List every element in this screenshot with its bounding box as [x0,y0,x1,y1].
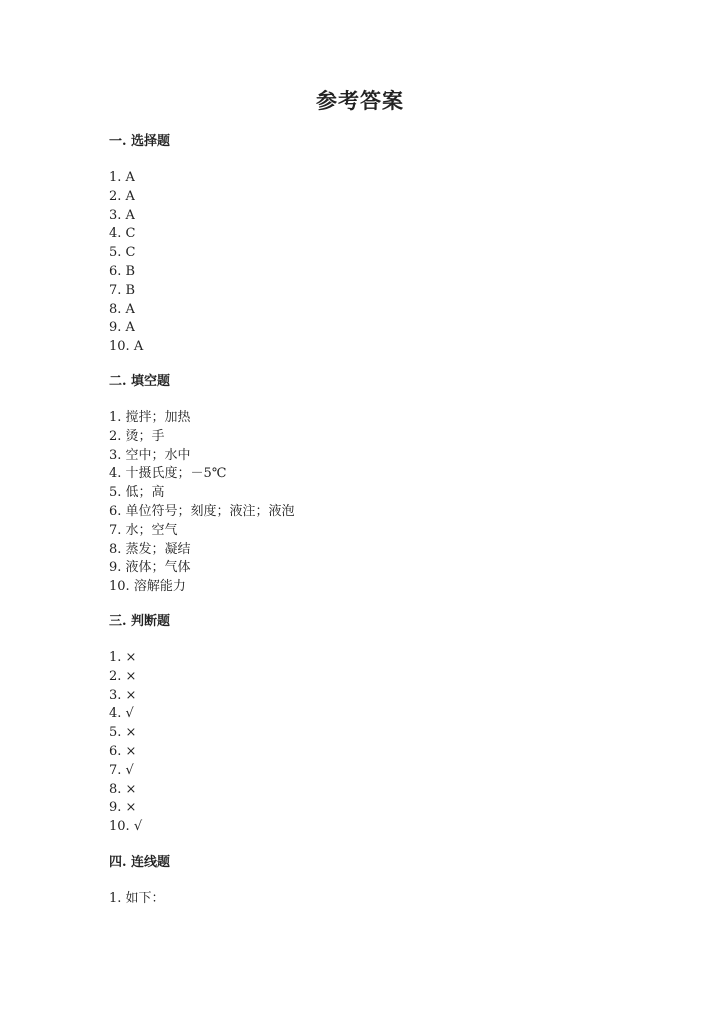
list-item [109,225,143,244]
item-number: 2. [109,668,122,684]
item-number: 6. [109,263,122,279]
item-number: 5. [109,485,122,501]
item-number: 4. [109,706,122,722]
list-item [109,207,143,226]
list-item [109,687,142,706]
list-item [109,522,295,541]
item-answer: 水；空气 [125,522,178,538]
item-answer: 空中；水中 [125,447,191,463]
item-answer: A [125,207,135,223]
item-answer: A [133,339,144,355]
item-number: 1. [109,891,122,906]
item-answer: C [125,245,136,261]
list-item [109,263,143,282]
item-number: 1. [109,650,122,665]
item-answer: × [125,743,137,759]
item-answer: × [125,668,137,684]
list-item [109,447,295,466]
section-heading-true-false: 三. 判断题 [109,614,171,629]
item-answer: √ [125,762,134,778]
item-answer: B [125,282,136,298]
item-answer: 低；高 [125,485,165,501]
list-item [109,465,295,484]
item-number: 2. [109,188,122,204]
item-number: 8. [109,541,122,557]
item-number: 1. [109,410,122,425]
item-number: 4. [109,226,122,242]
list-item [109,541,295,560]
list-item [109,668,142,687]
list-item [109,743,142,762]
item-number: 9. [109,800,122,816]
item-answer: A [125,170,135,185]
item-answer: × [125,650,137,665]
item-answer: C [125,226,136,242]
item-number: 7. [109,522,122,538]
item-number: 3. [109,207,122,223]
item-answer: 十摄氏度；－5℃ [125,466,227,482]
list-item [109,244,143,263]
list-item [109,301,143,320]
item-answer: √ [125,706,134,722]
item-answer: × [125,725,137,741]
list-item [109,890,165,909]
section-heading-fill-in-blank: 二. 填空题 [109,374,171,389]
item-answer: A [125,320,135,336]
list-item [109,503,295,522]
section-heading-multiple-choice: 一. 选择题 [109,134,171,149]
list-item [109,338,143,357]
item-number: 2. [109,428,122,444]
item-number: 7. [109,762,122,778]
list-item [109,799,142,818]
item-answer: 液体；气体 [125,560,191,576]
list-item [109,724,142,743]
item-answer: B [125,263,136,279]
item-number: 7. [109,282,122,298]
item-answer: A [125,301,135,317]
list-item [109,578,295,597]
item-number: 9. [109,560,122,576]
item-answer: 搅拌；加热 [125,410,191,425]
item-number: 5. [109,725,122,741]
list-item [109,705,142,724]
item-answer: × [125,781,137,797]
item-answer: √ [133,819,143,835]
list-item [109,319,143,338]
list-item [109,559,295,578]
item-number: 10. [109,339,130,355]
item-answer: 如下： [125,891,165,906]
answer-list-fill-in-blank [109,409,295,597]
section-heading-matching: 四. 连线题 [109,855,171,870]
item-number: 1. [109,170,122,185]
item-number: 6. [109,743,122,759]
list-item [109,188,143,207]
item-answer: × [125,687,137,703]
list-item [109,409,295,428]
answer-list-multiple-choice [109,169,143,357]
list-item [109,762,142,781]
list-item [109,428,295,447]
item-number: 6. [109,503,122,519]
item-number: 8. [109,781,122,797]
item-number: 4. [109,466,122,482]
item-number: 3. [109,687,122,703]
list-item [109,282,143,301]
item-number: 10. [109,579,130,595]
list-item [109,818,142,837]
item-answer: 单位符号；刻度；液注；液泡 [125,503,295,519]
page-title: 参考答案 [316,88,404,113]
item-number: 5. [109,245,122,261]
item-answer: × [125,800,137,816]
answer-list-matching [109,890,165,909]
item-number: 8. [109,301,122,317]
list-item [109,484,295,503]
list-item [109,169,143,188]
item-number: 9. [109,320,122,336]
item-number: 10. [109,819,130,835]
item-number: 3. [109,447,122,463]
item-answer: 溶解能力 [133,579,186,595]
list-item [109,781,142,800]
list-item [109,649,142,668]
answer-list-true-false [109,649,142,837]
item-answer: A [125,188,135,204]
item-answer: 烫；手 [125,428,165,444]
item-answer: 蒸发；凝结 [125,541,191,557]
